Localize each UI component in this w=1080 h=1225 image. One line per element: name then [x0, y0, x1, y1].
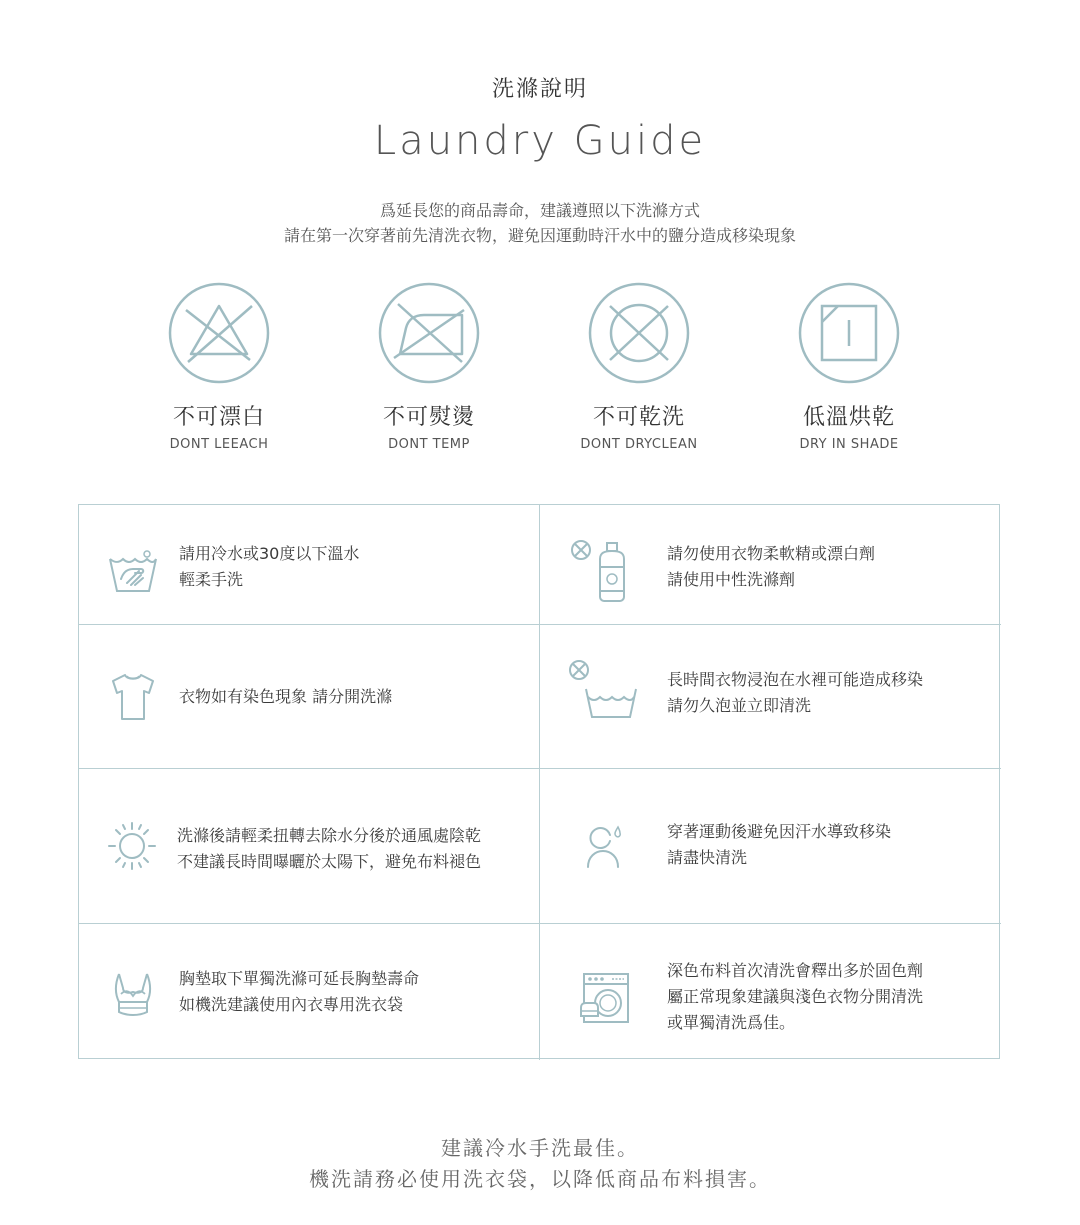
symbol-no-dryclean [534, 282, 744, 452]
intro-text [0, 198, 1080, 248]
care-item-line: 衣物如有染色現象 請分開洗滌 [179, 687, 393, 706]
symbol-dry-in-shade [744, 282, 954, 452]
care-item-text [667, 819, 891, 871]
care-item-line: 請盡快清洗 [667, 848, 748, 867]
symbol-label-en: DONT DRYCLEAN [580, 437, 698, 452]
page-title-en: Laundry Guide [373, 118, 707, 164]
care-item-pad-wash [79, 924, 539, 1060]
care-item-line: 請勿久泡並立即清洗 [667, 696, 812, 715]
sports-bra-icon [111, 970, 155, 1020]
care-item-no-softener [540, 505, 1001, 624]
care-item-dark-fabric [540, 924, 1001, 1060]
care-item-line: 深色布料首次清洗會釋出多於固色劑 [667, 961, 924, 980]
care-item-line: 輕柔手洗 [179, 570, 244, 589]
care-item-after-workout [540, 769, 1001, 923]
symbol-label-zh: 不可漂白 [172, 405, 265, 430]
care-item-separate-wash [79, 625, 539, 768]
symbol-no-bleach [114, 282, 324, 452]
care-item-hand-wash [79, 505, 539, 624]
care-item-line: 如機洗建議使用內衣專用洗衣袋 [179, 995, 404, 1014]
care-item-line: 洗滌後請輕柔扭轉去除水分後於通風處陰乾 [177, 826, 482, 845]
page-title-zh: 洗滌說明 [491, 77, 588, 102]
footer-note [0, 1133, 1080, 1195]
care-item-text [177, 823, 481, 875]
care-instructions-grid [78, 504, 1000, 1059]
care-item-line: 胸墊取下單獨洗滌可延長胸墊壽命 [179, 969, 420, 988]
care-item-text [179, 966, 419, 1018]
care-item-line: 請用冷水或30度以下溫水 [179, 544, 360, 563]
no-softener-bottle-icon [570, 539, 636, 603]
care-item-text [179, 684, 392, 710]
symbol-label-en: DONT LEEACH [169, 437, 269, 452]
care-item-text [179, 541, 359, 593]
intro-line-1: 爲延長您的商品壽命，建議遵照以下洗滌方式 [379, 201, 700, 220]
hand-wash-icon [107, 545, 159, 597]
intro-line-2: 請在第一次穿著前先清洗衣物，避免因運動時汗水中的鹽分造成移染現象 [283, 226, 796, 245]
care-item-shade-dry [79, 769, 539, 923]
symbol-label-en: DRY IN SHADE [799, 437, 899, 452]
tshirt-icon [109, 671, 157, 723]
symbol-label-zh: 不可乾洗 [592, 405, 685, 430]
no-bleach-icon [168, 282, 270, 384]
care-item-line: 請勿使用衣物柔軟精或漂白劑 [667, 544, 876, 563]
care-item-line: 或單獨清洗爲佳。 [667, 1013, 796, 1032]
washing-machine-icon [580, 972, 632, 1026]
care-item-no-soak [540, 625, 1001, 768]
footer-line-1: 建議冷水手洗最佳。 [441, 1136, 639, 1160]
care-item-text [667, 541, 875, 593]
sun-icon [107, 821, 157, 871]
care-item-line: 不建議長時間曝曬於太陽下，避免布料褪色 [177, 852, 482, 871]
care-item-line: 長時間衣物浸泡在水裡可能造成移染 [667, 670, 924, 689]
dry-in-shade-icon [798, 282, 900, 384]
care-item-text [667, 667, 923, 719]
no-dryclean-icon [588, 282, 690, 384]
care-item-line: 屬正常現象建議與淺色衣物分開清洗 [667, 987, 924, 1006]
symbol-no-iron [324, 282, 534, 452]
care-item-line: 穿著運動後避免因汗水導致移染 [667, 822, 892, 841]
care-item-line: 請使用中性洗滌劑 [667, 570, 796, 589]
care-item-text [667, 958, 923, 1036]
footer-line-2: 機洗請務必使用洗衣袋，以降低商品布料損害。 [309, 1167, 771, 1191]
no-iron-icon [378, 282, 480, 384]
symbol-label-zh: 不可熨燙 [382, 405, 475, 430]
sweating-person-icon [586, 823, 626, 869]
symbol-label-en: DONT TEMP [388, 437, 470, 452]
care-symbols-row [114, 282, 954, 462]
symbol-label-zh: 低溫烘乾 [802, 405, 895, 430]
no-soak-basin-icon [568, 659, 638, 721]
